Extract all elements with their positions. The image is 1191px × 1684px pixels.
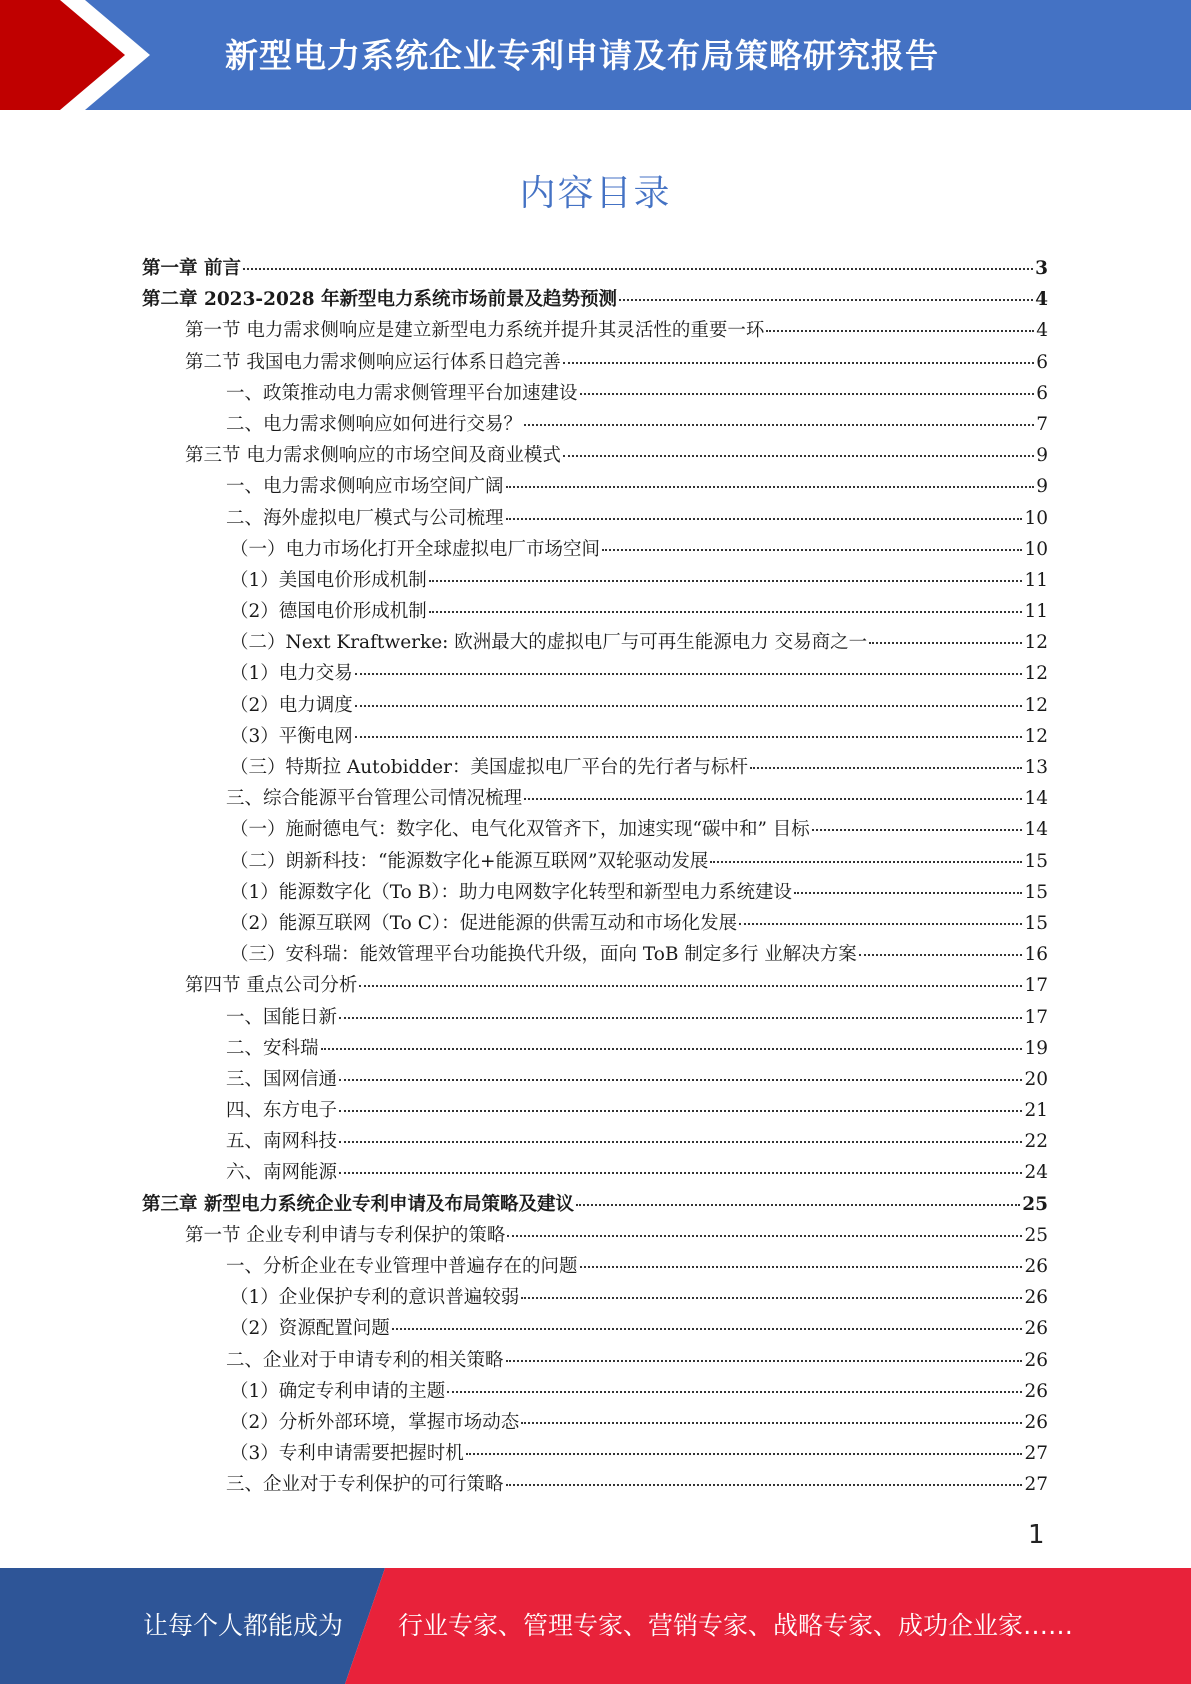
toc-entry-title: 第一章 前言 <box>142 258 241 279</box>
toc-entry-title: 二、企业对于申请专利的相关策略 <box>226 1349 504 1371</box>
toc-entry[interactable] <box>142 503 1048 534</box>
page-number: 1 <box>1028 1520 1045 1550</box>
toc-entry[interactable] <box>142 752 1048 783</box>
toc-entry-title: （二）朗新科技：“能源数字化+能源互联网”双轮驱动发展 <box>230 850 709 872</box>
toc-entry-page: 12 <box>1024 663 1048 685</box>
toc-dot-leader <box>859 954 1023 956</box>
toc-entry-page: 11 <box>1024 601 1048 623</box>
toc-entry[interactable] <box>142 378 1048 409</box>
footer-slogan-left: 让每个人都能成为 <box>143 1611 344 1640</box>
toc-entry-page: 15 <box>1024 881 1048 903</box>
toc-dot-leader <box>869 642 1022 644</box>
toc-dot-leader <box>524 424 1034 426</box>
toc-entry-title: （1）企业保护专利的意识普遍较弱 <box>230 1287 520 1309</box>
table-of-contents <box>142 253 1048 1501</box>
toc-entry-title: （2）能源互联网（To C）：促进能源的供需互动和市场化发展 <box>230 912 738 934</box>
toc-entry-title: 四、东方电子 <box>226 1100 338 1122</box>
toc-entry-title: （2）分析外部环境，掌握市场动态 <box>230 1411 520 1433</box>
toc-entry-page: 3 <box>1035 258 1048 279</box>
toc-dot-leader <box>506 1360 1023 1362</box>
toc-entry-page: 25 <box>1024 1224 1048 1246</box>
toc-entry-page: 4 <box>1036 320 1048 342</box>
toc-entry-title: 三、企业对于专利保护的可行策略 <box>226 1474 504 1496</box>
toc-entry[interactable] <box>142 1251 1048 1282</box>
toc-entry[interactable] <box>142 721 1048 752</box>
toc-dot-leader <box>447 1391 1022 1393</box>
toc-entry[interactable] <box>142 1095 1048 1126</box>
toc-dot-leader <box>563 455 1034 457</box>
toc-entry-page: 11 <box>1024 569 1048 591</box>
toc-entry-page: 17 <box>1024 1006 1048 1028</box>
header-title: 新型电力系统企业专利申请及布局策略研究报告 <box>225 36 939 75</box>
toc-entry[interactable] <box>142 1376 1048 1407</box>
toc-heading: 内容目录 <box>519 173 672 214</box>
toc-entry-page: 14 <box>1024 819 1048 841</box>
toc-entry-title: （2）德国电价形成机制 <box>230 601 427 623</box>
toc-entry-page: 25 <box>1022 1193 1048 1215</box>
toc-entry-page: 15 <box>1024 912 1048 934</box>
toc-entry-page: 14 <box>1024 788 1048 810</box>
toc-entry-page: 26 <box>1024 1411 1048 1433</box>
footer-banner <box>0 1568 1191 1684</box>
toc-dot-leader <box>602 549 1022 551</box>
toc-entry-title: 三、国网信通 <box>226 1068 338 1090</box>
toc-dot-leader <box>392 1328 1023 1330</box>
toc-entry-title: （2）资源配置问题 <box>230 1318 390 1340</box>
toc-entry[interactable] <box>142 627 1048 658</box>
toc-entry[interactable] <box>142 1313 1048 1344</box>
toc-dot-leader <box>339 1172 1022 1174</box>
toc-entry-title: （3）专利申请需要把握时机 <box>230 1443 464 1465</box>
toc-dot-leader <box>521 1297 1022 1299</box>
toc-entry-title: （1）美国电价形成机制 <box>230 569 427 591</box>
toc-dot-leader <box>507 1235 1022 1237</box>
toc-dot-leader <box>429 611 1023 613</box>
toc-entry-title: （1）电力交易 <box>230 663 353 685</box>
toc-entry-title: 第一节 电力需求侧响应是建立新型电力系统并提升其灵活性的重要一环 <box>185 320 765 342</box>
toc-entry-page: 20 <box>1024 1068 1048 1090</box>
toc-dot-leader <box>750 767 1022 769</box>
toc-entry-title: 六、南网能源 <box>226 1162 338 1184</box>
toc-dot-leader <box>580 1266 1023 1268</box>
toc-dot-leader <box>563 362 1034 364</box>
toc-dot-leader <box>506 1484 1023 1486</box>
toc-dot-leader <box>355 705 1023 707</box>
toc-entry[interactable] <box>142 783 1048 814</box>
toc-entry-page: 6 <box>1036 351 1048 373</box>
toc-entry-page: 26 <box>1024 1256 1048 1277</box>
toc-dot-leader <box>524 798 1022 800</box>
header-banner <box>0 0 1191 110</box>
toc-dot-leader <box>339 1141 1022 1143</box>
toc-entry[interactable] <box>142 1438 1048 1469</box>
toc-entry[interactable] <box>142 347 1048 378</box>
toc-entry[interactable] <box>142 534 1048 565</box>
toc-entry-page: 17 <box>1024 975 1048 997</box>
toc-entry-title: 第三章 新型电力系统企业专利申请及布局策略及建议 <box>142 1193 574 1215</box>
toc-entry-page: 19 <box>1024 1037 1048 1059</box>
toc-dot-leader <box>766 330 1034 332</box>
toc-entry[interactable] <box>142 315 1048 346</box>
toc-entry-page: 12 <box>1024 632 1048 654</box>
toc-entry-page: 13 <box>1024 757 1048 778</box>
toc-dot-leader <box>710 861 1022 863</box>
toc-entry-title: 三、综合能源平台管理公司情况梳理 <box>226 788 523 810</box>
toc-entry-page: 26 <box>1024 1318 1048 1340</box>
toc-entry-title: 一、分析企业在专业管理中普遍存在的问题 <box>226 1256 578 1277</box>
toc-entry-page: 21 <box>1024 1100 1048 1122</box>
toc-entry-page: 10 <box>1024 507 1048 529</box>
toc-entry[interactable] <box>142 1064 1048 1095</box>
toc-entry[interactable] <box>142 658 1048 689</box>
toc-entry[interactable] <box>142 1407 1048 1438</box>
toc-entry-title: 第四节 重点公司分析 <box>185 975 358 997</box>
toc-entry-title: （1）能源数字化（To B）：助力电网数字化转型和新型电力系统建设 <box>230 881 793 903</box>
toc-entry[interactable] <box>142 1345 1048 1376</box>
toc-entry[interactable] <box>142 908 1048 939</box>
toc-entry[interactable] <box>142 1469 1048 1500</box>
toc-entry-title: 第三节 电力需求侧响应的市场空间及商业模式 <box>185 445 561 467</box>
toc-dot-leader <box>355 736 1023 738</box>
toc-dot-leader <box>739 923 1022 925</box>
toc-entry[interactable] <box>142 1002 1048 1033</box>
toc-entry-title: 二、海外虚拟电厂模式与公司梳理 <box>226 507 504 529</box>
toc-entry-page: 26 <box>1024 1349 1048 1371</box>
toc-entry-page: 12 <box>1024 725 1048 747</box>
toc-entry-page: 26 <box>1024 1287 1048 1309</box>
toc-entry-title: （三）特斯拉 Autobidder：美国虚拟电厂平台的先行者与标杆 <box>230 757 748 778</box>
toc-dot-leader <box>521 1422 1022 1424</box>
toc-entry[interactable] <box>142 440 1048 471</box>
toc-entry[interactable] <box>142 253 1048 284</box>
toc-entry-page: 7 <box>1036 413 1048 435</box>
toc-entry[interactable] <box>142 814 1048 845</box>
toc-entry[interactable] <box>142 596 1048 627</box>
toc-dot-leader <box>429 580 1023 582</box>
toc-entry[interactable] <box>142 877 1048 908</box>
toc-dot-leader <box>576 1204 1020 1206</box>
toc-entry-page: 15 <box>1024 850 1048 872</box>
toc-entry[interactable] <box>142 939 1048 970</box>
toc-dot-leader <box>243 268 1033 270</box>
toc-dot-leader <box>580 393 1035 395</box>
toc-entry[interactable] <box>142 1189 1048 1220</box>
toc-dot-leader <box>466 1453 1023 1455</box>
toc-dot-leader <box>339 1079 1022 1081</box>
toc-entry-page: 4 <box>1035 289 1048 311</box>
toc-dot-leader <box>812 829 1023 831</box>
footer-slogan-right: 行业专家、管理专家、营销专家、战略专家、成功企业家…… <box>398 1611 1074 1640</box>
toc-entry-page: 12 <box>1024 694 1048 716</box>
toc-dot-leader <box>506 518 1023 520</box>
toc-entry-page: 6 <box>1036 382 1048 404</box>
toc-entry[interactable] <box>142 1126 1048 1157</box>
toc-entry-title: （一）施耐德电气：数字化、电气化双管齐下，加速实现“碳中和” 目标 <box>230 819 810 841</box>
toc-entry[interactable] <box>142 471 1048 502</box>
toc-dot-leader <box>359 985 1022 987</box>
toc-entry[interactable] <box>142 1157 1048 1188</box>
toc-entry-title: 二、安科瑞 <box>226 1037 319 1059</box>
toc-entry-title: （2）电力调度 <box>230 694 353 716</box>
toc-entry-title: 一、国能日新 <box>226 1006 338 1028</box>
toc-entry[interactable] <box>142 1220 1048 1251</box>
toc-entry-page: 24 <box>1024 1162 1048 1184</box>
toc-dot-leader <box>321 1048 1023 1050</box>
toc-entry-page: 22 <box>1024 1131 1048 1153</box>
toc-entry-title: 第二章 2023-2028 年新型电力系统市场前景及趋势预测 <box>142 289 618 311</box>
toc-dot-leader <box>506 486 1035 488</box>
toc-entry[interactable] <box>142 1033 1048 1064</box>
toc-entry[interactable] <box>142 690 1048 721</box>
toc-entry-title: 第二节 我国电力需求侧响应运行体系日趋完善 <box>185 351 561 373</box>
toc-dot-leader <box>619 299 1033 301</box>
toc-entry-title: （1）确定专利申请的主题 <box>230 1380 446 1402</box>
toc-entry-title: （二）Next Kraftwerke: 欧洲最大的虚拟电厂与可再生能源电力 交易商之一 <box>230 632 868 654</box>
toc-entry-page: 27 <box>1024 1443 1048 1465</box>
toc-entry[interactable] <box>142 846 1048 877</box>
toc-entry-page: 16 <box>1024 944 1048 966</box>
toc-entry-page: 26 <box>1024 1380 1048 1402</box>
toc-entry-title: 一、电力需求侧响应市场空间广阔 <box>226 476 504 498</box>
toc-entry-title: 第一节 企业专利申请与专利保护的策略 <box>185 1224 506 1246</box>
toc-entry-page: 27 <box>1024 1474 1048 1496</box>
toc-dot-leader <box>355 673 1023 675</box>
toc-entry[interactable] <box>142 565 1048 596</box>
toc-entry-page: 9 <box>1036 445 1048 467</box>
toc-entry-page: 10 <box>1024 538 1048 560</box>
toc-entry-title: 一、政策推动电力需求侧管理平台加速建设 <box>226 382 578 404</box>
toc-entry-title: 二、电力需求侧响应如何进行交易？ <box>226 413 523 435</box>
toc-dot-leader <box>339 1110 1022 1112</box>
toc-entry[interactable] <box>142 970 1048 1001</box>
toc-entry-title: 五、南网科技 <box>226 1131 338 1153</box>
toc-entry[interactable] <box>142 409 1048 440</box>
toc-entry-title: （3）平衡电网 <box>230 725 353 747</box>
toc-entry-title: （一）电力市场化打开全球虚拟电厂市场空间 <box>230 538 601 560</box>
toc-entry-page: 9 <box>1036 476 1048 498</box>
toc-entry-title: （三）安科瑞：能效管理平台功能换代升级，面向 ToB 制定多行 业解决方案 <box>230 944 857 966</box>
toc-entry[interactable] <box>142 1282 1048 1313</box>
toc-dot-leader <box>339 1017 1022 1019</box>
toc-entry[interactable] <box>142 284 1048 315</box>
toc-dot-leader <box>794 892 1022 894</box>
